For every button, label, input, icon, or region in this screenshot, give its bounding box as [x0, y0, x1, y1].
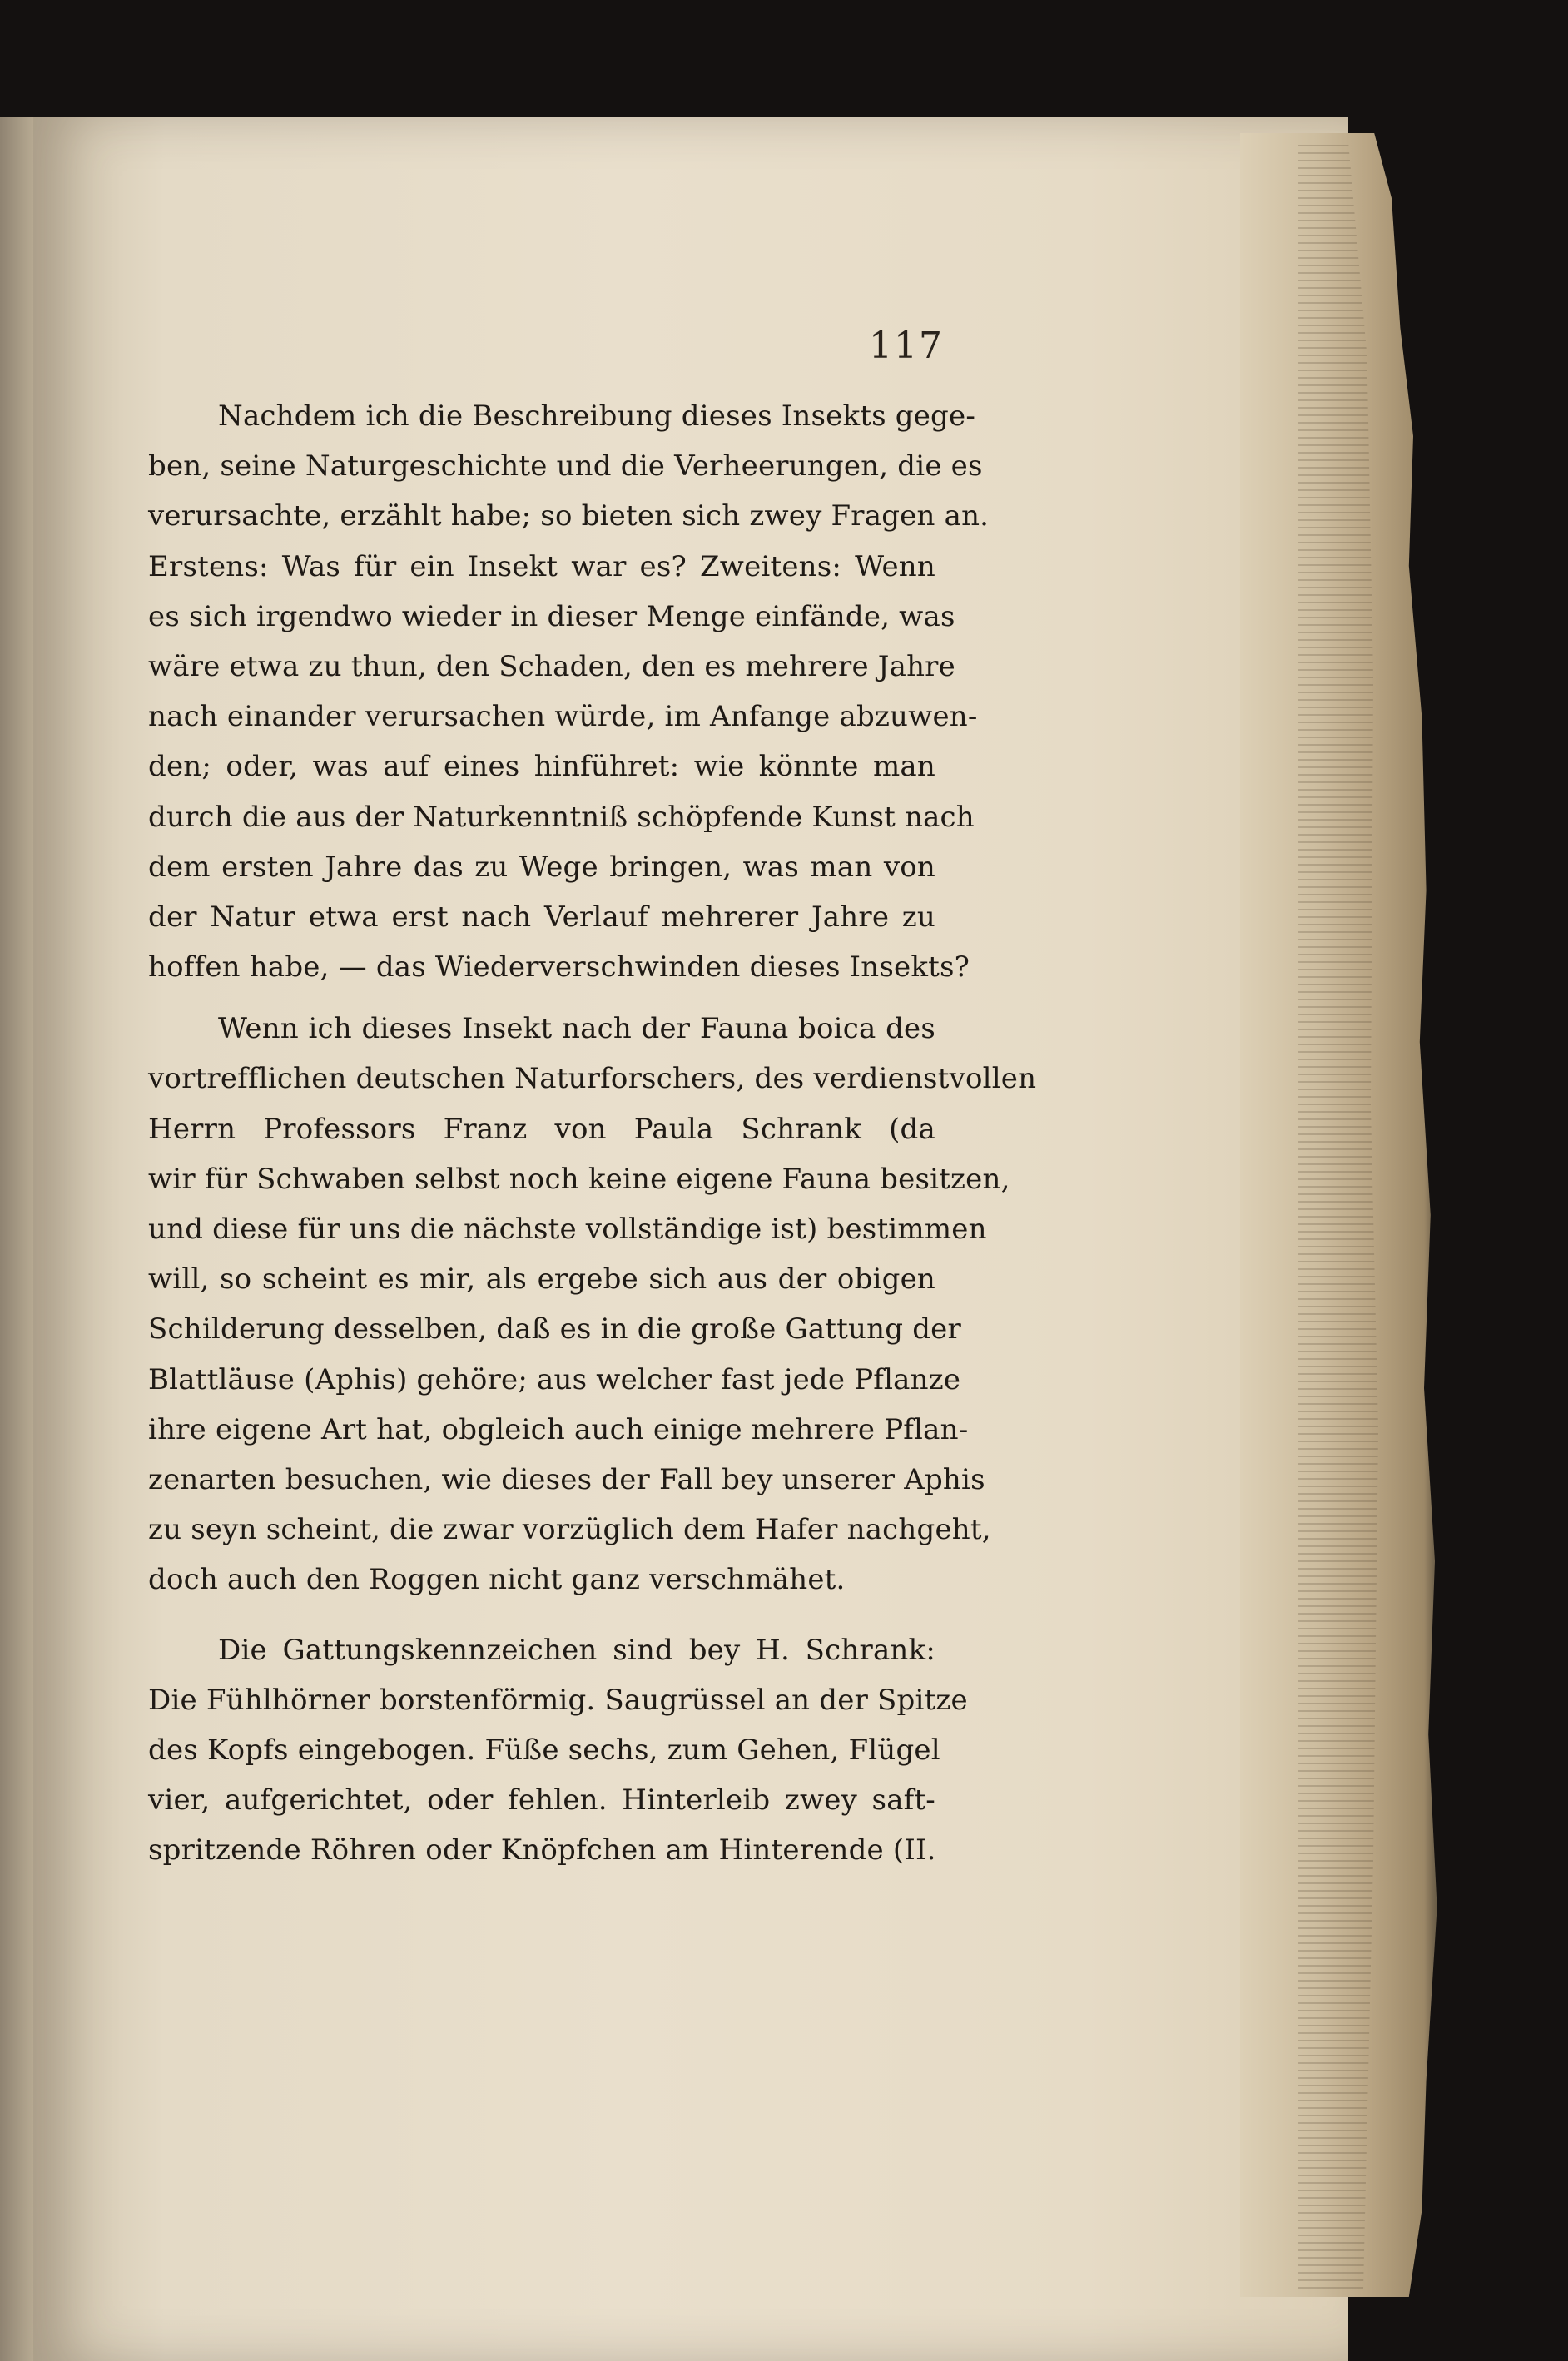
- text-line: es sich irgendwo wieder in dieser Menge einfände, was: [148, 599, 955, 633]
- text-line: wäre etwa zu thun, den Schaden, den es mehrere Jahre: [148, 649, 955, 683]
- text-line: Erstens: Was für ein Insekt war es? Zweitens: Wenn: [148, 549, 935, 583]
- text-line: und diese für uns die nächste vollständige ist) bestimmen: [148, 1213, 987, 1246]
- text-line: Die Fühlhörner borstenförmig. Saugrüssel an der Spitze: [148, 1683, 968, 1717]
- text-line: den; oder, was auf eines hinführet: wie könnte man: [148, 750, 935, 784]
- page-number: 117: [869, 325, 944, 367]
- text-line: vier, aufgerichtet, oder fehlen. Hinterleib zwey saft-: [148, 1783, 935, 1818]
- text-line: ihre eigene Art hat, obgleich auch einige mehrere Pflan-: [148, 1412, 969, 1446]
- text-line: ben, seine Naturgeschichte und die Verheerungen, die es: [148, 449, 983, 484]
- text-line: nach einander verursachen würde, im Anfange abzuwen-: [148, 700, 978, 734]
- paragraph-spacer: [148, 992, 935, 1004]
- text-line: Herrn Professors Franz von Paula Schrank (da: [148, 1112, 935, 1146]
- text-line: Blattläuse (Aphis) gehöre; aus welcher fast jede Pflanze: [148, 1362, 961, 1396]
- text-line: Die Gattungskennzeichen sind bey H. Schrank:: [218, 1633, 935, 1667]
- paragraph-spacer: [148, 1605, 935, 1625]
- text-line: durch die aus der Naturkenntniß schöpfende Kunst nach: [148, 800, 975, 834]
- text-line: doch auch den Roggen nicht ganz verschmähet.: [148, 1563, 846, 1597]
- text-line: vortrefflichen deutschen Naturforschers, des verdienstvollen: [148, 1062, 1037, 1096]
- text-line: dem ersten Jahre das zu Wege bringen, was man von: [148, 850, 935, 884]
- text-line: zenarten besuchen, wie dieses der Fall bey unserer Aphis: [148, 1462, 985, 1496]
- text-line: spritzende Röhren oder Knöpfchen am Hinterende (II.: [148, 1833, 936, 1867]
- text-line: Nachdem ich die Beschreibung dieses Insekts gege-: [218, 399, 976, 433]
- paragraph-2: [148, 1004, 1037, 1605]
- text-line: der Natur etwa erst nach Verlauf mehrerer Jahre zu: [148, 900, 935, 934]
- paragraph-3: [148, 1625, 968, 1876]
- text-line: Schilderung desselben, daß es in die große Gattung der: [148, 1312, 961, 1347]
- text-line: zu seyn scheint, die zwar vorzüglich dem Hafer nachgeht,: [148, 1513, 991, 1547]
- text-line: des Kopfs eingebogen. Füße sechs, zum Gehen, Flügel: [148, 1733, 940, 1767]
- text-line: Wenn ich dieses Insekt nach der Fauna boica des: [218, 1012, 935, 1046]
- text-line: hoffen habe, — das Wiederverschwinden dieses Insekts?: [148, 950, 970, 985]
- body-text: [148, 391, 1037, 1875]
- paragraph-1: [148, 391, 990, 992]
- text-line: wir für Schwaben selbst noch keine eigene Fauna besitzen,: [148, 1162, 1010, 1196]
- text-line: verursachte, erzählt habe; so bieten sich zwey Fragen an.: [148, 499, 990, 533]
- text-line: will, so scheint es mir, als ergebe sich aus der obigen: [148, 1262, 935, 1297]
